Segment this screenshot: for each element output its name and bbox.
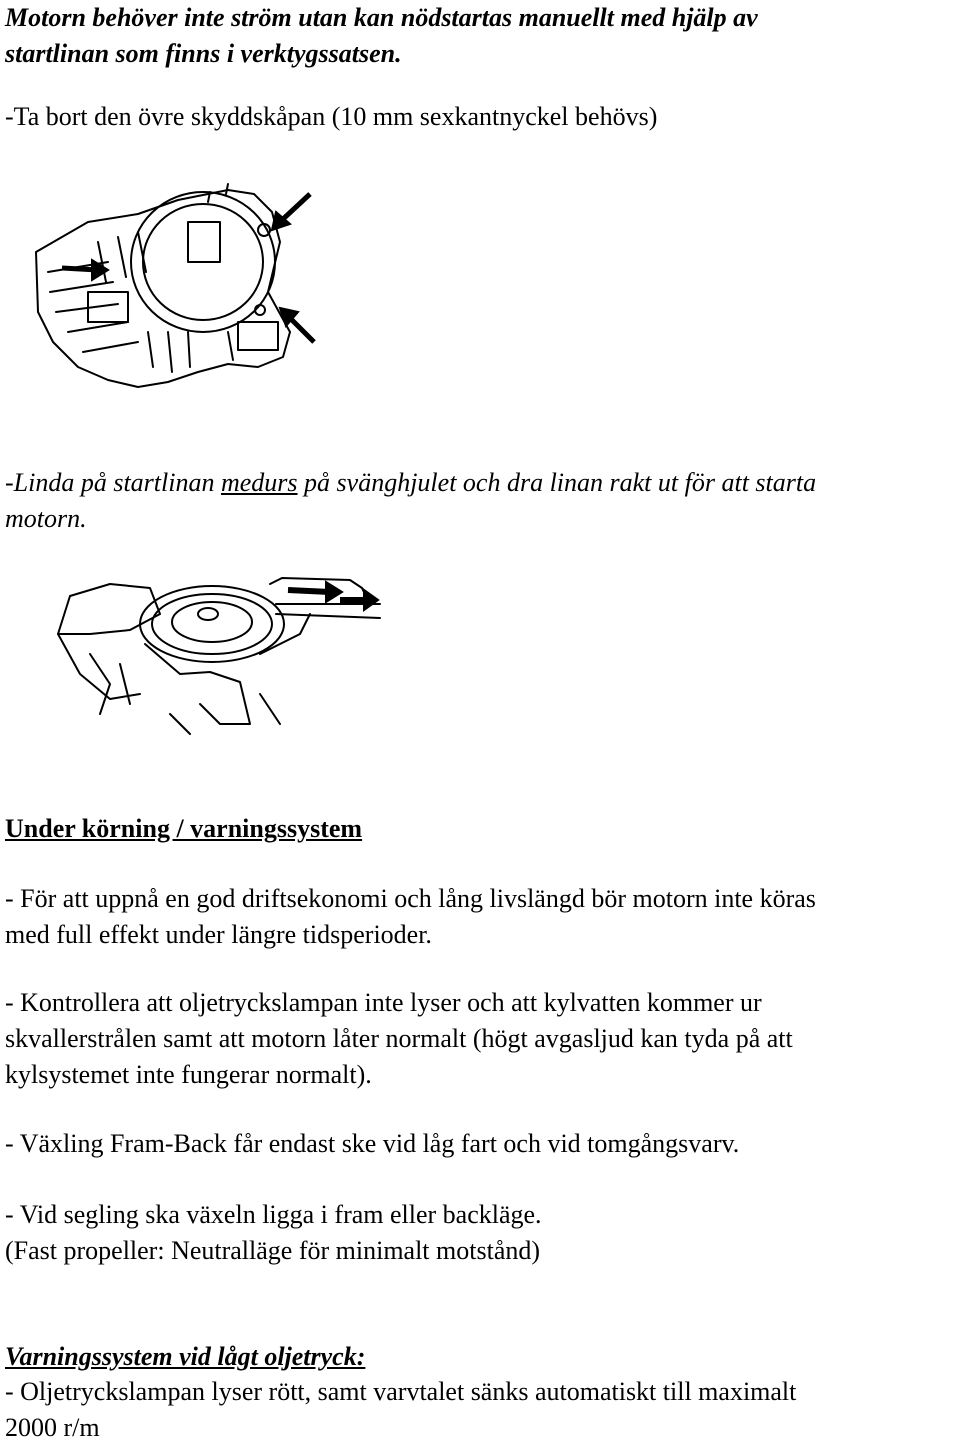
bullet-sailing-line-1: - Vid segling ska växeln ligga i fram eller backläge.: [5, 1200, 542, 1229]
bullet-oil-lamp-line-2: 2000 r/m: [5, 1413, 100, 1442]
bullet-check-line-1: - Kontrollera att oljetryckslampan inte lyser och att kylvatten kommer ur: [5, 988, 762, 1017]
engine-cover-diagram-icon: [28, 182, 346, 414]
step-wind-rope: [5, 465, 816, 537]
step-wind-rope-line-1: [5, 465, 816, 501]
bullet-check-oil-lamp: [5, 985, 793, 1093]
step-remove-cover: -Ta bort den övre skyddskåpan (10 mm sexkantnyckel behövs): [5, 102, 658, 131]
bullet-economy: [5, 881, 816, 953]
bullet-check-line-2: skvallerstrålen samt att motorn låter normalt (högt avgasljud kan tyda på att: [5, 1024, 793, 1053]
intro-line-1: Motorn behöver inte ström utan kan nödstartas manuellt med hjälp av: [5, 3, 758, 32]
bullet-sailing-line-2: (Fast propeller: Neutralläge för minimalt motstånd): [5, 1236, 541, 1265]
bullet-check-line-3: kylsystemet inte fungerar normalt).: [5, 1060, 372, 1089]
intro-line-2: startlinan som finns i verktygssatsen.: [5, 39, 402, 68]
flywheel-rope-diagram-icon: [50, 574, 382, 740]
step-wind-rope-after: på svänghjulet och dra linan rakt ut för att starta: [297, 468, 817, 497]
bullet-sailing: [5, 1197, 542, 1269]
clockwise-term: medurs: [220, 468, 298, 497]
step-wind-rope-line-2: motorn.: [5, 504, 87, 533]
bullet-oil-lamp-red: [5, 1374, 796, 1446]
bullet-economy-line-1: - För att uppnå en god driftsekonomi och lång livslängd bör motorn inte köras: [5, 884, 816, 913]
bullet-gear-shift: - Växling Fram-Back får endast ske vid låg fart och vid tomgångsvarv.: [5, 1129, 740, 1158]
section-heading-oil-pressure: Varningssystem vid lågt oljetryck:: [5, 1342, 366, 1371]
intro-paragraph: [5, 0, 758, 72]
bullet-economy-line-2: med full effekt under längre tidsperioder.: [5, 920, 432, 949]
bullet-oil-lamp-line-1: - Oljetryckslampan lyser rött, samt varvtalet sänks automatiskt till maximalt: [5, 1377, 797, 1406]
step-wind-rope-before: -Linda på startlinan: [5, 468, 221, 497]
section-heading-operation: Under körning / varningssystem: [5, 814, 363, 843]
